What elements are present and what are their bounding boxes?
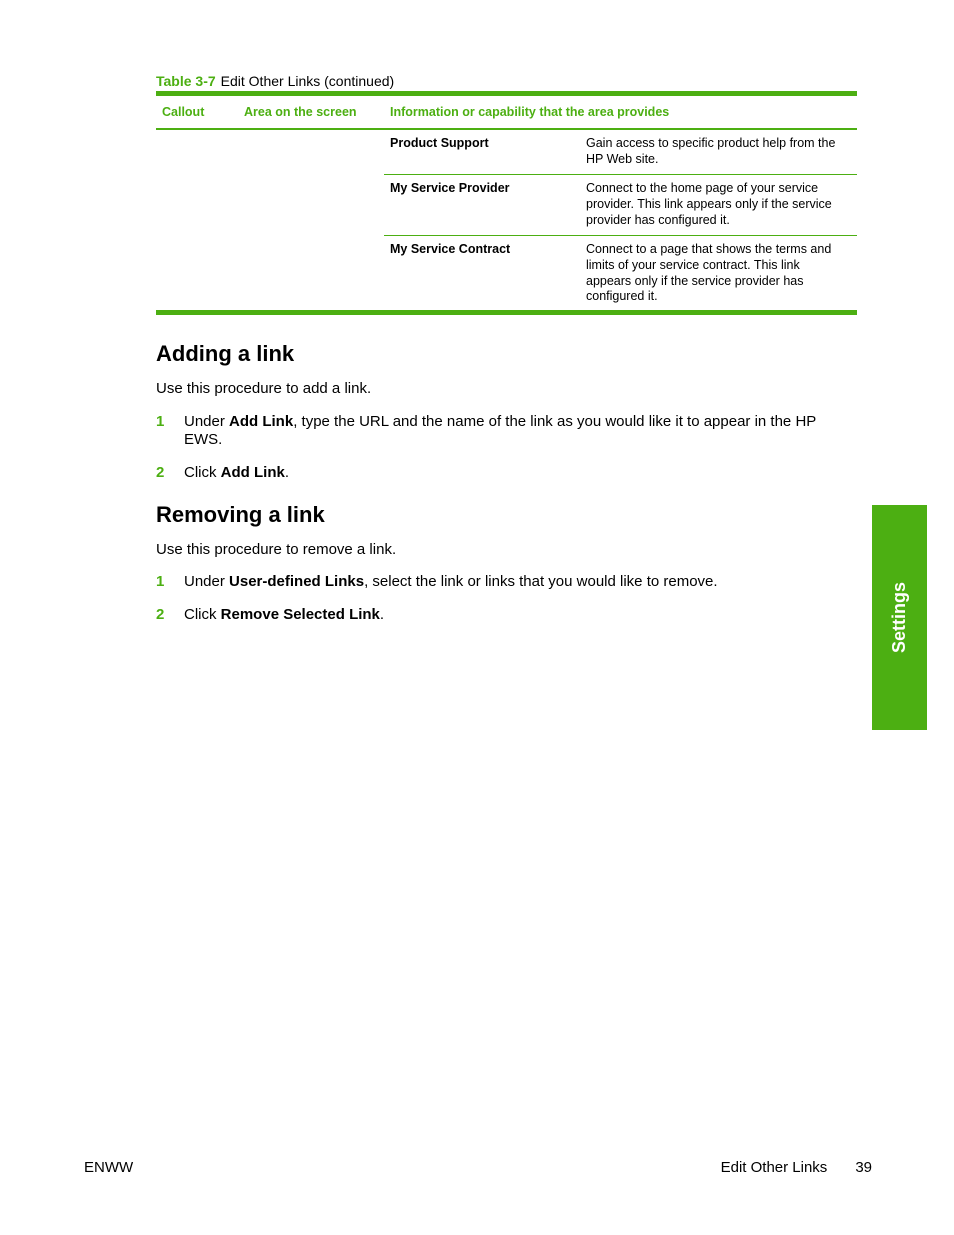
header-area: Area on the screen [244, 105, 357, 119]
adding-heading: Adding a link [156, 341, 295, 366]
step-number: 1 [156, 573, 165, 590]
footer-left: ENWW [84, 1159, 134, 1176]
table-caption-label: Table 3-7 [156, 73, 216, 89]
step-bold: Remove Selected Link [220, 606, 380, 623]
step-bold: Add Link [229, 413, 294, 430]
table-caption [156, 73, 394, 89]
step-number: 2 [156, 464, 165, 481]
step-text: Under [184, 413, 230, 430]
row-desc: Connect to the home page of your service provider. This link appears only if the service provider has configured it. [586, 181, 832, 227]
step-number: 1 [156, 413, 165, 430]
step-text: Click [184, 464, 221, 481]
footer-section: Edit Other Links [720, 1159, 828, 1176]
adding-step-2 [156, 464, 836, 482]
step-text: . [379, 606, 385, 623]
page-number: 39 [855, 1159, 872, 1176]
adding-step-1 [156, 413, 836, 449]
step-bold: User-defined Links [229, 573, 365, 590]
edit-other-links-table [156, 91, 857, 315]
step-text: , select the link or links that you would like to remove. [364, 573, 718, 590]
step-text: Click [184, 606, 221, 623]
table-row [384, 175, 857, 236]
step-text: Under [184, 573, 230, 590]
row-name: My Service Provider [390, 181, 510, 195]
header-callout: Callout [162, 105, 205, 119]
step-text: , type the URL and the name of the link as you would like it to appear in the HP EWS. [184, 413, 817, 448]
chapter-tab-settings [872, 505, 927, 730]
step-bold: Add Link [220, 464, 285, 481]
step-number: 2 [156, 606, 165, 623]
table-caption-text: Edit Other Links (continued) [220, 73, 395, 89]
footer-right [721, 1159, 872, 1176]
row-desc: Gain access to specific product help from the HP Web site. [586, 136, 836, 166]
table-row [384, 236, 857, 310]
table-row [384, 130, 857, 175]
removing-step-2 [156, 606, 836, 624]
removing-step-1 [156, 573, 836, 591]
table-header-row [156, 96, 857, 130]
row-name: Product Support [390, 136, 489, 150]
header-info: Information or capability that the area provides [390, 105, 670, 119]
chapter-tab-label: Settings [889, 581, 910, 654]
row-name: My Service Contract [390, 242, 511, 256]
removing-heading: Removing a link [156, 502, 325, 527]
adding-intro: Use this procedure to add a link. [156, 380, 372, 397]
removing-intro: Use this procedure to remove a link. [156, 541, 397, 558]
row-desc: Connect to a page that shows the terms and limits of your service contract. This link appears only if the service provider has configured it. [586, 242, 832, 304]
step-text: . [284, 464, 290, 481]
